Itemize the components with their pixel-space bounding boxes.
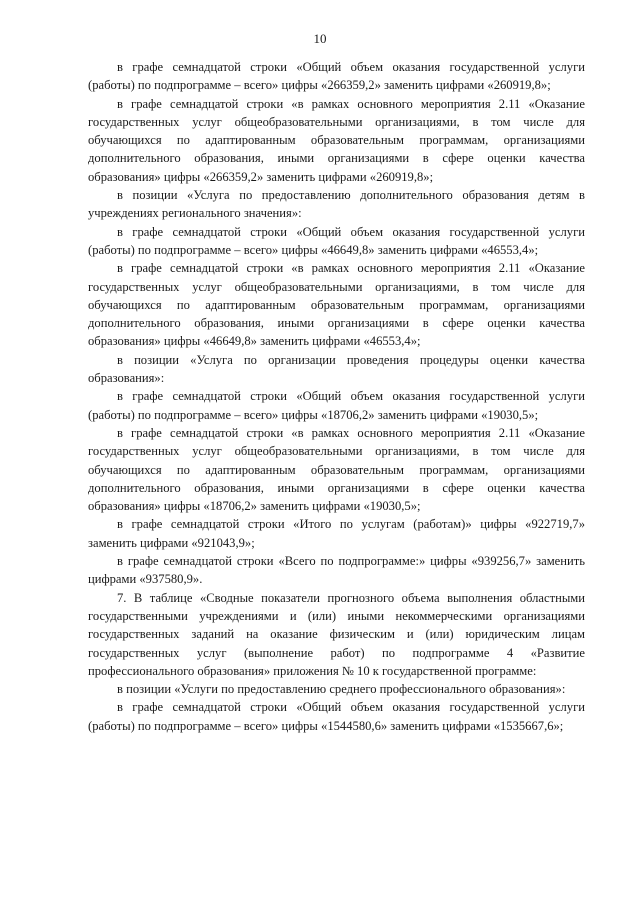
paragraph: в графе семнадцатой строки «в рамках основного мероприятия 2.11 «Оказание государственных услуг общеобразовательными организациями, в том числе для обучающихся по адаптированным образовательным программам, организациями дополнительного образования, иными организациями в сфере оценки качества образования» цифры «46649,8» заменить цифрами «46553,4»; [88, 261, 585, 349]
paragraph: в графе семнадцатой строки «в рамках основного мероприятия 2.11 «Оказание государственных услуг общеобразовательными организациями, в том числе для обучающихся по адаптированным образовательным программам, организациями дополнительного образования, иными организациями в сфере оценки качества образования» цифры «18706,2» заменить цифрами «19030,5»; [88, 425, 585, 514]
paragraph: в позиции «Услуга по организации проведения процедуры оценки качества образования»: [88, 352, 585, 386]
page-number: 10 [313, 31, 327, 46]
document-body [88, 58, 585, 735]
paragraph: в позиции «Услуга по предоставлению дополнительного образования детям в учреждениях регионального значения»: [88, 188, 585, 221]
paragraph: в графе семнадцатой строки «в рамках основного мероприятия 2.11 «Оказание государственных услуг общеобразовательными организациями, в том числе для обучающихся по адаптированным образовательным программам, организациями дополнительного образования, иными организациями в сфере оценки качества образования» цифры «266359,2» заменить цифрами «260919,8»; [88, 96, 585, 184]
paragraph: в графе семнадцатой строки «Общий объем оказания государственной услуги (работы) по подпрограмме – всего» цифры «46649,8» заменить цифрами «46553,4»; [88, 224, 585, 257]
paragraph: 7. В таблице «Сводные показатели прогнозного объема выполнения областными государственными учреждениями и (или) иными некоммерческими организациями государственных заданий на оказание физическим и (или) юридическим лицам государственных услуг (выполнение работ) по подпрограмме 4 «Развитие профессионального образования» приложения № 10 к государственной программе: [88, 590, 585, 678]
paragraph: в графе семнадцатой строки «Общий объем оказания государственной услуги (работы) по подпрограмме – всего» цифры «266359,2» заменить цифрами «260919,8»; [88, 60, 585, 93]
paragraph: в графе семнадцатой строки «Общий объем оказания государственной услуги (работы) по подпрограмме – всего» цифры «18706,2» заменить цифрами «19030,5»; [88, 389, 585, 422]
paragraph: в графе семнадцатой строки «Всего по подпрограмме:» цифры «939256,7» заменить цифрами «937580,9». [88, 554, 585, 587]
paragraph: в позиции «Услуги по предоставлению среднего профессионального образования»: [117, 682, 566, 697]
paragraph: в графе семнадцатой строки «Итого по услугам (работам)» цифры «922719,7» заменить цифрами «921043,9»; [88, 517, 585, 550]
paragraph: в графе семнадцатой строки «Общий объем оказания государственной услуги (работы) по подпрограмме – всего» цифры «1544580,6» заменить цифрами «1535667,6»; [88, 700, 585, 733]
